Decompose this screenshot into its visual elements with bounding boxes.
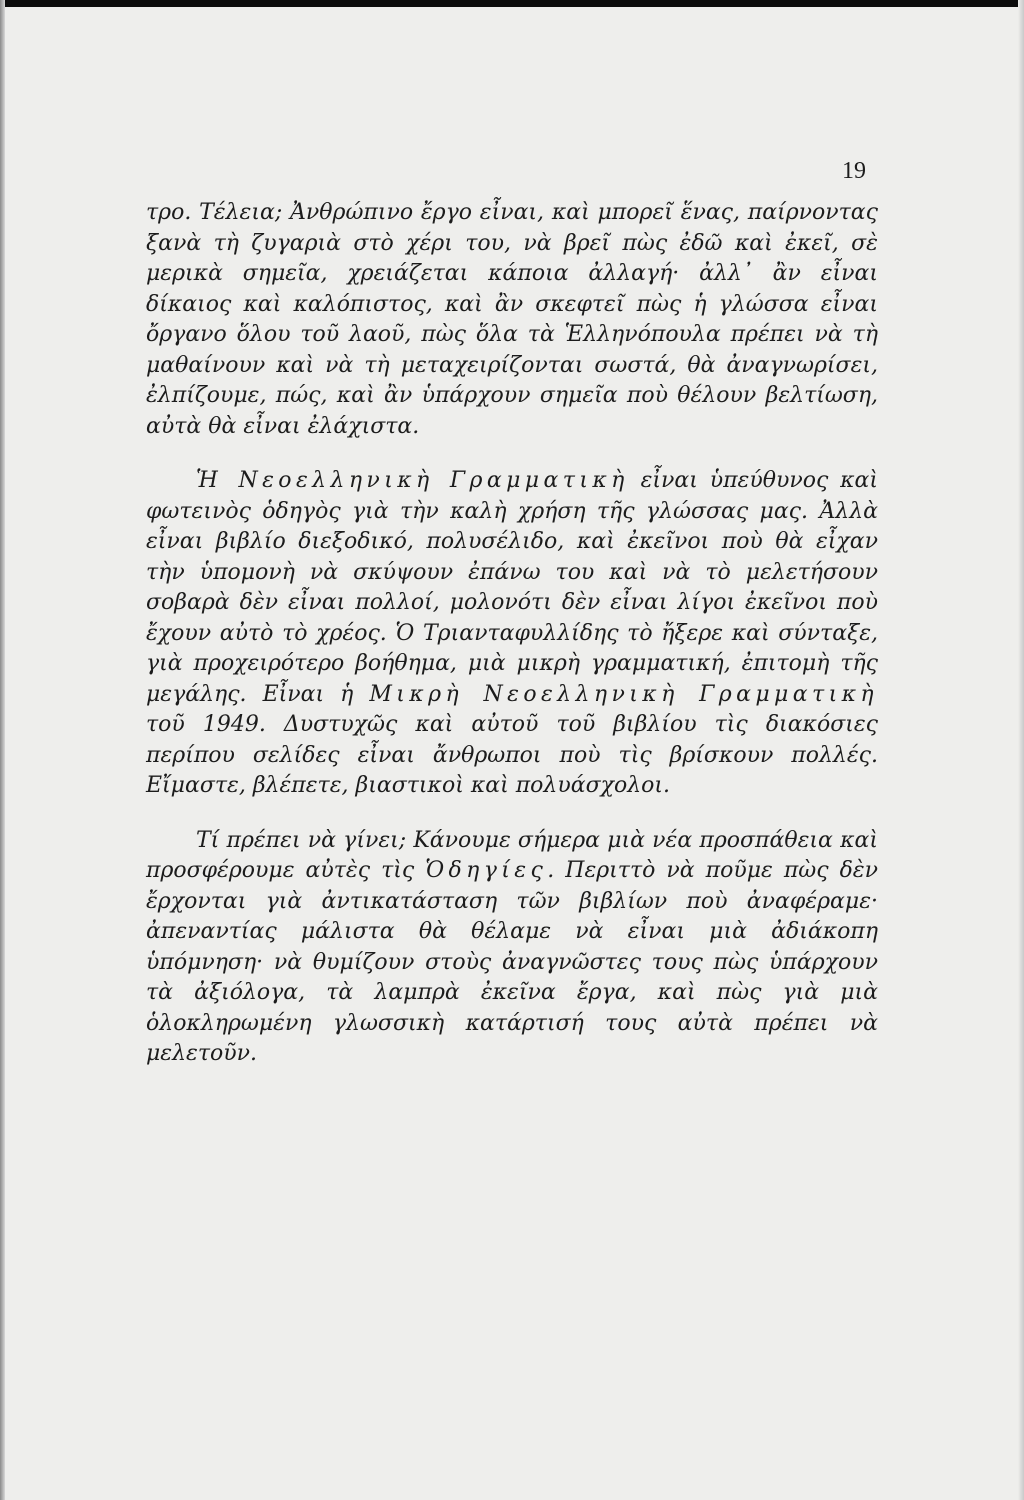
scan-right-shadow: [1018, 0, 1024, 1500]
guidelines-title-spaced: Ὁδηγίες: [425, 858, 548, 883]
paragraph-2-text-b: τοῦ 1949. Δυστυχῶς καὶ αὐτοῦ τοῦ βιβλίου τὶς διακόσιες περίπου σελίδες εἶναι ἄνθρωποι ποὺ τὶς βρίσκουν πολλές. Εἴμαστε, βλέπετε, βιαστικοὶ καὶ πολυάσχολοι.: [146, 712, 878, 798]
body-text: [146, 198, 878, 1070]
paragraph-3-text-a: Τί πρέπει νὰ γίνει; Κάνουμε σήμερα μιὰ νέα προσπάθεια καὶ προσφέρουμε αὐτὲς τὶς: [146, 827, 878, 883]
paragraph-2: [146, 466, 878, 802]
small-grammar-title-spaced: Μικρὴ Νεοελληνικὴ Γραμματικὴ: [369, 681, 879, 707]
paragraph-1-text: τρο. Τέλεια; Ἀνθρώπινο ἔργο εἶναι, καὶ μπορεῖ ἕνας, παίρνοντας ξανὰ τὴ ζυγαριὰ στὸ χέρι του, νὰ βρεῖ πὼς ἐδῶ καὶ ἐκεῖ, σὲ μερικὰ σημεῖα, χρειάζεται κάποια ἀλλαγή· ἀλλ᾿ ἂν εἶναι δίκαιος καὶ καλόπιστος, καὶ ἂν σκεφτεῖ πὼς ἡ γλώσσα εἶναι ὄργανο ὅλου τοῦ λαοῦ, πὼς ὅλα τὰ Ἑλληνόπουλα πρέπει νὰ τὴ μαθαίνουν καὶ νὰ τὴ μεταχειρίζονται σωστά, θὰ ἀναγνωρίσει, ἐλπίζουμε, πώς, καὶ ἂν ὑπάρχουν σημεῖα ποὺ θέλουν βελτίωση, αὐτὰ θὰ εἶναι ἐλάχιστα.: [146, 200, 878, 439]
grammar-title-spaced: Ἡ Νεοελληνικὴ Γραμματικὴ: [196, 468, 629, 493]
paragraph-3-text-b: . Περιττὸ νὰ ποῦμε πὼς δὲν ἔρχονται γιὰ ἀντικατάσταση τῶν βιβλίων ποὺ ἀναφέραμε· ἀπεναντίας μάλιστα θὰ θέλαμε νὰ εἶναι μιὰ ἀδιάκοπη ὑπόμνηση· νὰ θυμίζουν στοὺς ἀναγνῶστες τους πὼς ὑπάρχουν τὰ ἀξιόλογα, τὰ λαμπρὰ ἐκεῖνα ἔργα, καὶ πὼς γιὰ μιὰ ὁλοκληρωμένη γλωσσικὴ κατάρτισή τους αὐτὰ πρέπει νὰ μελετοῦν.: [146, 858, 878, 1066]
page-number: 19: [842, 158, 866, 184]
scan-left-edge: [0, 0, 5, 1500]
scan-top-edge: [0, 0, 1024, 7]
paragraph-1: [146, 198, 878, 442]
paragraph-2-text-a: εἶναι ὑπεύθυνος καὶ φωτεινὸς ὁδηγὸς γιὰ τὴν καλὴ χρήση τῆς γλώσσας μας. Ἀλλὰ εἶναι βιβλίο διεξοδικό, πολυσέλιδο, καὶ ἐκεῖνοι ποὺ θὰ εἶχαν τὴν ὑπομονὴ νὰ σκύψουν ἐπάνω του καὶ νὰ τὸ μελετήσουν σοβαρὰ δὲν εἶναι πολλοί, μολονότι δὲν εἶναι λίγοι ἐκεῖνοι ποὺ ἔχουν αὐτὸ τὸ χρέος. Ὁ Τριανταφυλλίδης τὸ ἤξερε καὶ σύνταξε, γιὰ προχειρότερο βοήθημα, μιὰ μικρὴ γραμματική, ἐπιτομὴ τῆς μεγάλης. Εἶναι ἡ: [146, 468, 878, 707]
paragraph-3: [146, 826, 878, 1070]
